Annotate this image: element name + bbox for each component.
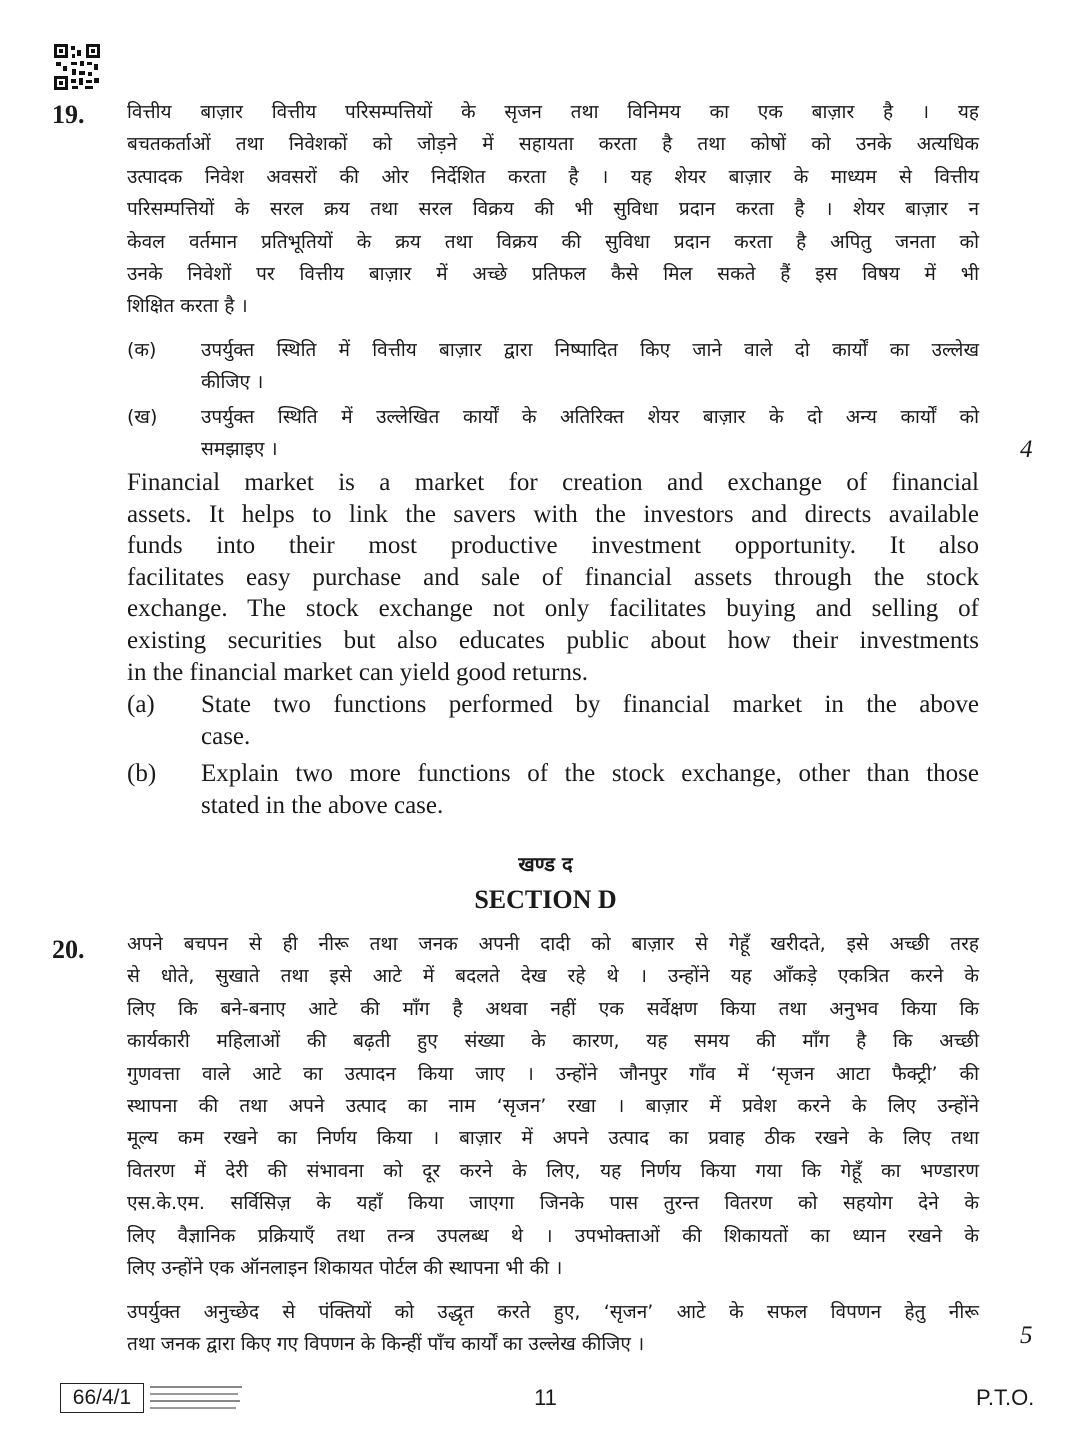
part-line: State two functions performed by financial market in the above xyxy=(201,691,979,718)
passage-line: परिसम्पत्तियों के सरल क्रय तथा सरल विक्रय की भी सुविधा प्रदान करता है । शेयर बाज़ार न xyxy=(127,198,979,221)
passage-line: से धोते, सुखाते तथा इसे आटे में बदलते देख रहे थे । उन्होंने यह आँकड़े एकत्रित करने के xyxy=(127,965,979,988)
passage-line: वितरण में देरी की संभावना को दूर करने के लिए, यह निर्णय किया गया कि गेहूँ का भण्डारण xyxy=(127,1159,979,1182)
part-text xyxy=(201,334,979,399)
question-19-english-passage xyxy=(127,467,979,688)
section-heading-english: SECTION D xyxy=(474,885,617,914)
passage-line: वित्तीय बाज़ार वित्तीय परिसम्पत्तियों के सृजन तथा विनिमय का एक बाज़ार है । यह xyxy=(127,101,979,123)
question-number: 19. xyxy=(52,100,85,129)
section-heading-hindi: खण्ड द xyxy=(518,852,573,876)
question-line: तथा जनक द्वारा किए गए विपणन के किन्हीं पाँच कार्यों का उल्लेख कीजिए । xyxy=(127,1333,645,1356)
passage-line: exchange. The stock exchange not only facilitates buying and selling of xyxy=(127,595,979,623)
marks: 4 xyxy=(1020,436,1033,463)
passage-line: बचतकर्ताओं तथा निवेशकों को जोड़ने में सहायता करता है तथा कोषों को उनके अत्यधिक xyxy=(127,133,979,156)
part-label: (a) xyxy=(127,691,155,718)
part-label: (ख) xyxy=(127,406,158,428)
part-line: कीजिए । xyxy=(201,371,264,394)
part-text xyxy=(201,689,979,752)
passage-line: Financial market is a market for creation and exchange of financial xyxy=(127,469,979,496)
part-line: case. xyxy=(201,722,251,750)
marks: 5 xyxy=(1020,1322,1033,1349)
passage-line: existing securities but also educates public about how their investments xyxy=(127,626,979,654)
question-20-hindi-passage xyxy=(127,928,979,1284)
part-line: उपर्युक्त स्थिति में वित्तीय बाज़ार द्वारा निष्पादित किए जाने वाले दो कार्यों का उल्लेख xyxy=(201,339,979,361)
part-text xyxy=(201,401,979,466)
passage-line: लिए कि बने-बनाए आटे की माँग है अथवा नहीं एक सर्वेक्षण किया तथा अनुभव किया कि xyxy=(127,997,979,1020)
part-text xyxy=(201,758,979,821)
question-19-hindi-passage xyxy=(127,96,979,323)
part-line: stated in the above case. xyxy=(201,791,444,819)
paper-code: 66/4/1 xyxy=(60,1383,144,1413)
pto-label: P.T.O. xyxy=(976,1385,1035,1410)
question-line: उपर्युक्त अनुच्छेद से पंक्तियों को उद्धृत करते हुए, ‘सृजन’ आटे के सफल विपणन हेतु नीरू xyxy=(127,1301,979,1323)
passage-line: funds into their most productive investment opportunity. It also xyxy=(127,532,979,560)
part-label: (क) xyxy=(127,339,157,361)
passage-line: उनके निवेशों पर वित्तीय बाज़ार में अच्छे प्रतिफल कैसे मिल सकते हैं इस विषय में भी xyxy=(127,263,979,286)
passage-line: कार्यकारी महिलाओं की बढ़ती हुए संख्या के कारण, यह समय की माँग है कि अच्छी xyxy=(127,1030,979,1053)
passage-line: शिक्षित करता है । xyxy=(127,295,248,318)
page-number: 11 xyxy=(534,1385,557,1410)
qr-code-icon xyxy=(54,44,100,90)
passage-line: लिए उन्होंने एक ऑनलाइन शिकायत पोर्टल की स्थापना भी की । xyxy=(127,1257,563,1280)
part-line: Explain two more functions of the stock exchange, other than those xyxy=(201,760,979,787)
part-line: समझाइए । xyxy=(201,438,278,461)
passage-line: उत्पादक निवेश अवसरों की ओर निर्देशित करता है । यह शेयर बाज़ार के माध्यम से वित्तीय xyxy=(127,165,979,188)
passage-line: गुणवत्ता वाले आटे का उत्पादन किया जाए । उन्होंने जौनपुर गाँव में ‘सृजन आटा फैक्ट्री’ की xyxy=(127,1062,979,1085)
passage-line: एस.के.एम. सर्विसिज़ के यहाँ किया जाएगा जिनके पास तुरन्त वितरण को सहयोग देने के xyxy=(127,1192,979,1215)
passage-line: facilitates easy purchase and sale of financial assets through the stock xyxy=(127,563,979,591)
passage-line: मूल्य कम रखने का निर्णय किया । बाज़ार में अपने उत्पाद का प्रवाह ठीक रखने के लिए तथा xyxy=(127,1127,979,1150)
question-20-question xyxy=(127,1296,979,1361)
part-line: उपर्युक्त स्थिति में उल्लेखित कार्यों के अतिरिक्त शेयर बाज़ार के दो अन्य कार्यों को xyxy=(201,406,979,428)
question-number: 20. xyxy=(52,935,85,964)
passage-line: लिए वैज्ञानिक प्रक्रियाएँ तथा तन्त्र उपलब्ध थे । उपभोक्ताओं की शिकायतों का ध्यान रखने के xyxy=(127,1224,979,1247)
part-label: (b) xyxy=(127,760,157,787)
passage-line: केवल वर्तमान प्रतिभूतियों के क्रय तथा विक्रय की सुविधा प्रदान करता है अपितु जनता को xyxy=(127,230,979,253)
passage-line: अपने बचपन से ही नीरू तथा जनक अपनी दादी को बाज़ार से गेहूँ खरीदते, इसे अच्छी तरह xyxy=(127,933,979,955)
passage-line: in the financial market can yield good returns. xyxy=(127,658,588,686)
passage-line: स्थापना की तथा अपने उत्पाद का नाम ‘सृजन’ रखा । बाज़ार में प्रवेश करने के लिए उन्होंने xyxy=(127,1095,979,1118)
passage-line: assets. It helps to link the savers with the investors and directs available xyxy=(127,500,979,528)
